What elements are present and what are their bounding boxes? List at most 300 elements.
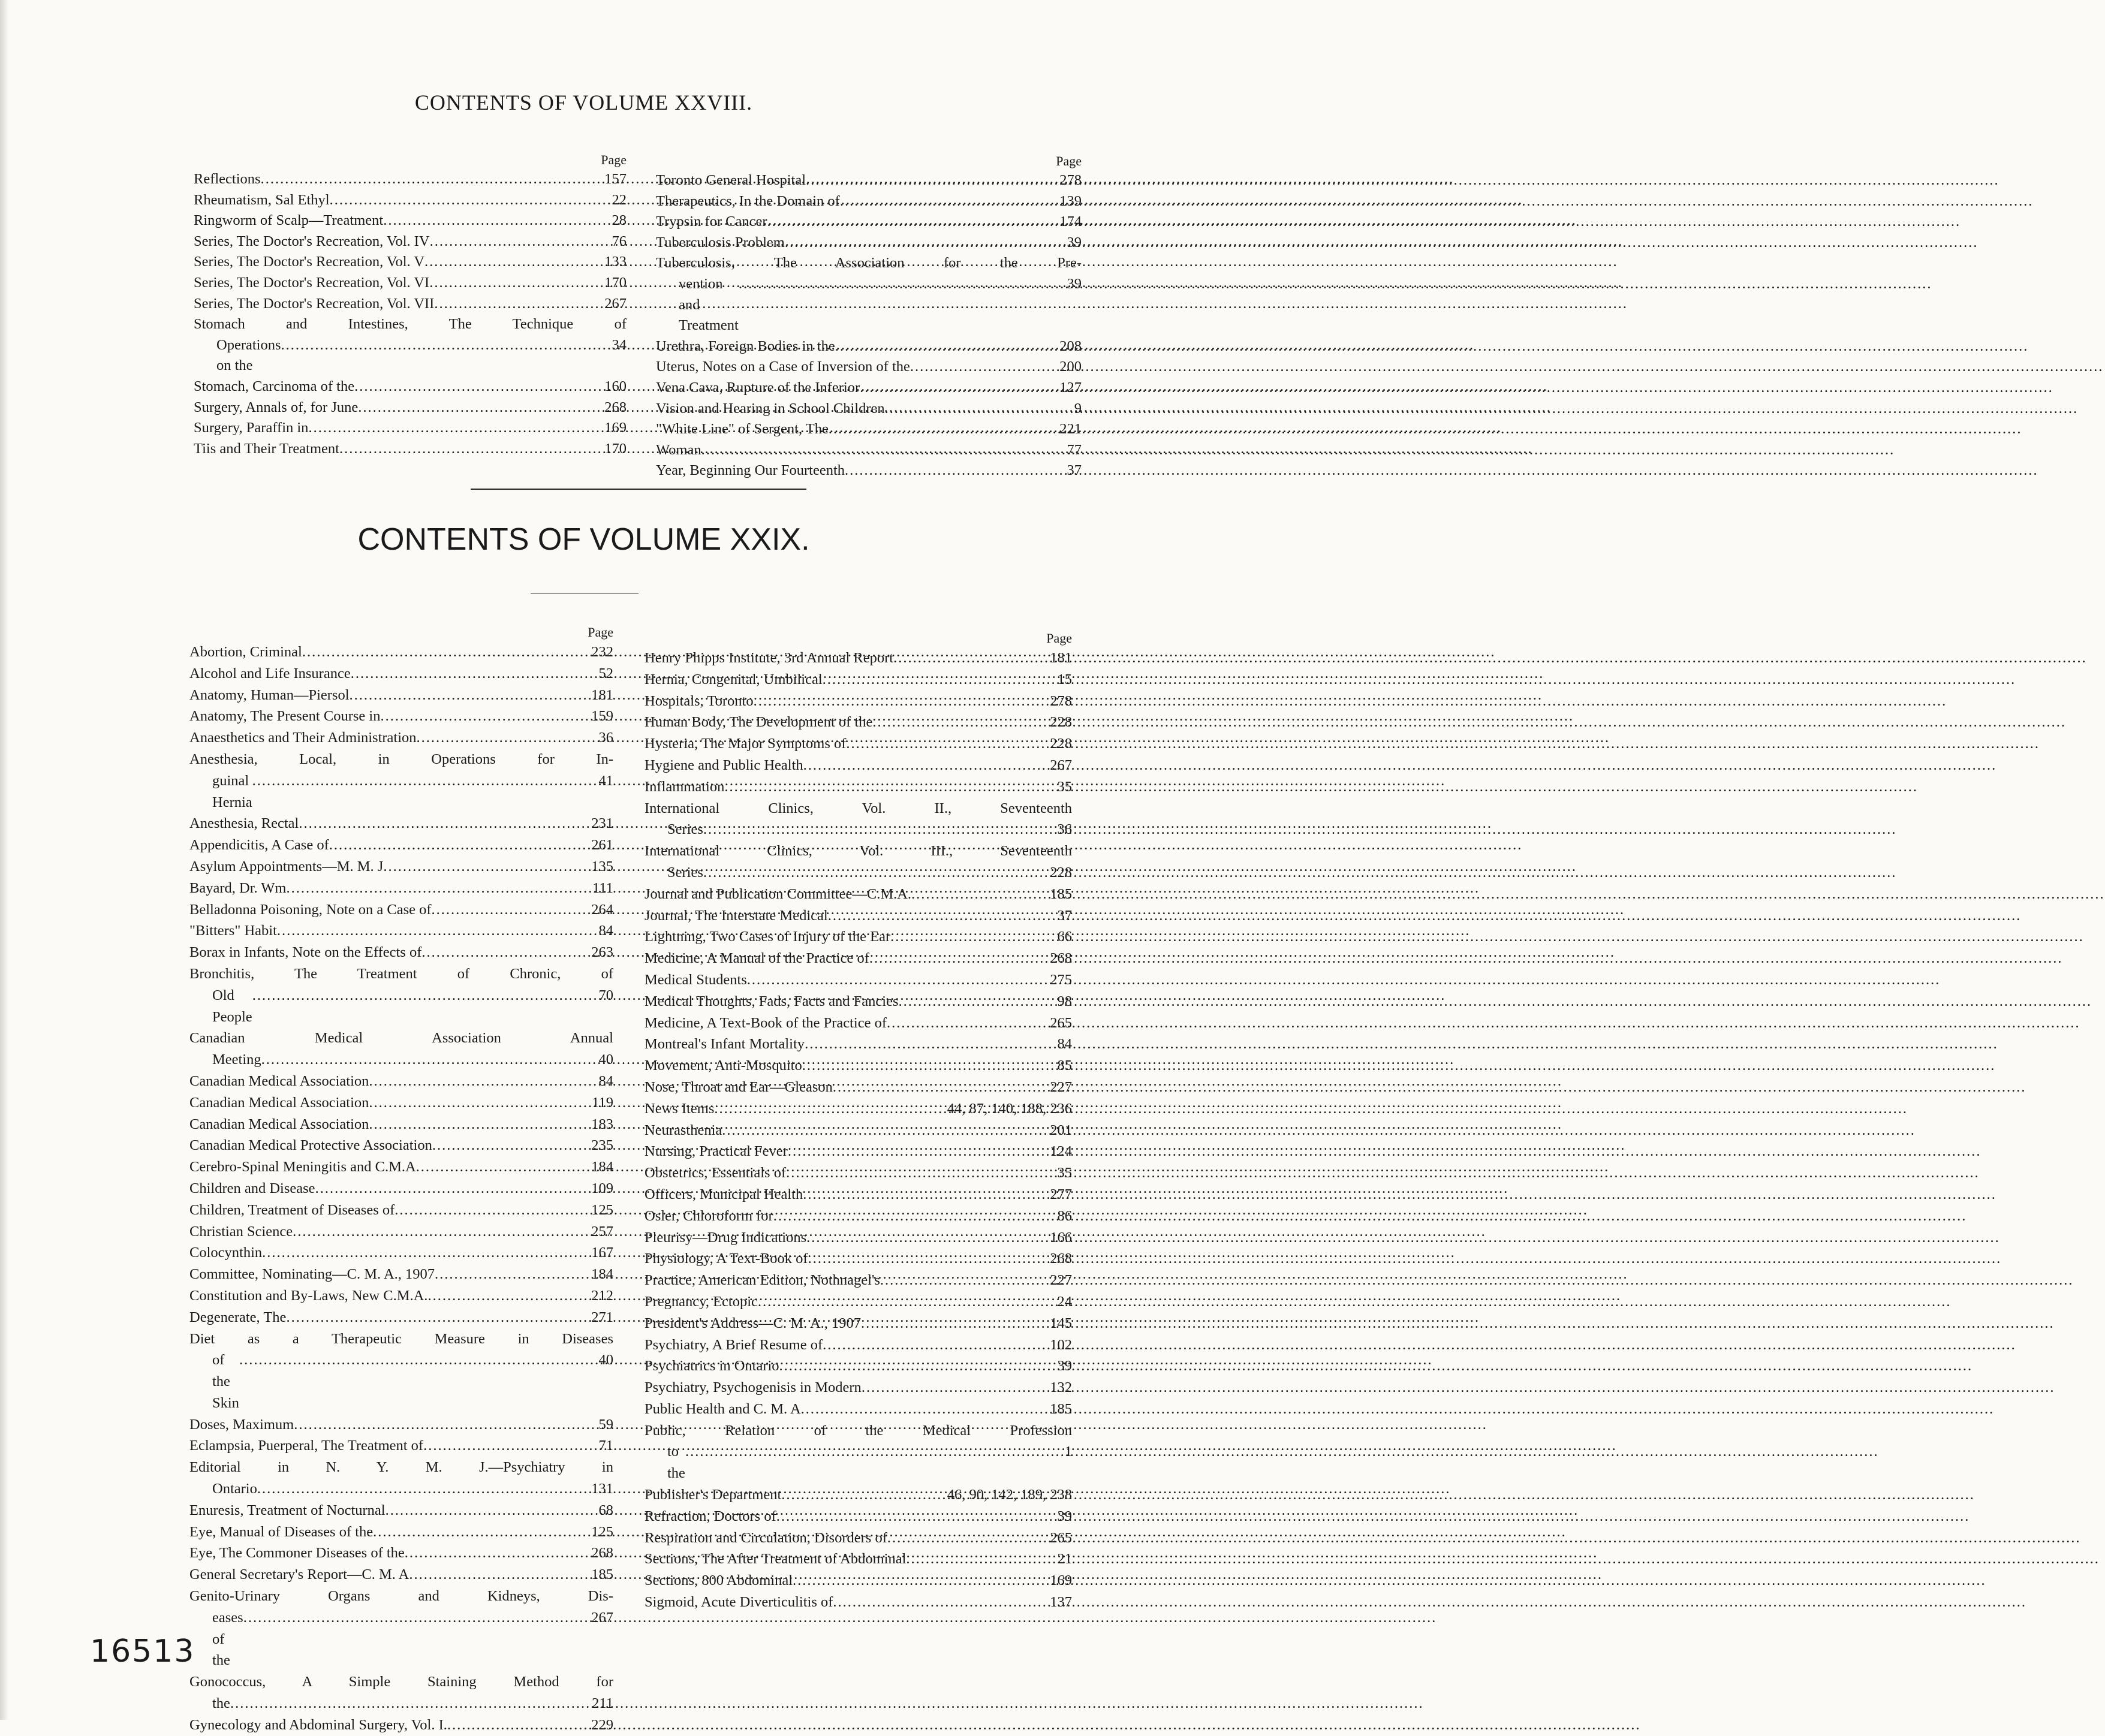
index-entry [189, 1285, 613, 1307]
entry-title: Nursing, Practical Fever [645, 1143, 788, 1160]
leader-dots [287, 878, 586, 899]
entry-title-continued: Meeting [212, 1051, 261, 1068]
leader-dots [308, 418, 599, 439]
entry-title: Uterus, Notes on a Case of Inversion of the [656, 358, 910, 375]
entry-page-number: 228 [1050, 864, 1072, 881]
entry-page-number: 157 [604, 171, 627, 187]
entry-page-number: 267 [604, 295, 627, 312]
entry-page-number: 183 [591, 1116, 613, 1132]
index-entry [645, 1120, 1072, 1141]
section-divider [471, 489, 806, 490]
entry-title: Canadian Medical Association [189, 1072, 369, 1089]
leader-dots [910, 357, 1054, 378]
entry-page-number: 277 [1050, 1186, 1072, 1202]
entry-title: Hernia, Congenital, Umbilical [645, 671, 823, 688]
index-entry [189, 706, 613, 727]
entry-page-number: 228 [1050, 736, 1072, 752]
index-entry [194, 439, 627, 460]
entry-page-number: 85 [1057, 1057, 1072, 1074]
index-entry [189, 663, 613, 685]
index-entry [189, 1156, 613, 1178]
entry-page-number: 40 [598, 1352, 613, 1369]
index-entry [189, 1092, 613, 1114]
leader-dots [262, 1242, 586, 1264]
handwritten-stamp-number: 16513 [90, 1633, 195, 1669]
entry-page-number: 227 [1050, 1272, 1072, 1289]
index-entry [656, 357, 1082, 378]
entry-title: Children, Treatment of Diseases of [189, 1201, 395, 1218]
entry-title: Hygiene and Public Health [645, 757, 803, 773]
leader-dots [803, 755, 1044, 776]
entry-page-number: 227 [1050, 1078, 1072, 1095]
leader-dots [823, 1334, 1044, 1356]
entry-title: Pleurisy—Drug Indications [645, 1229, 807, 1246]
entry-page-number: 263 [591, 944, 613, 961]
entry-page-number: 185 [1050, 885, 1072, 902]
entry-page-number: 135 [591, 858, 613, 875]
leader-dots [369, 1092, 586, 1114]
leader-dots [427, 1285, 586, 1307]
entry-title: Lightning, Two Cases of Injury of the Ear [645, 929, 891, 945]
entry-title: Bayard, Dr. Wm [189, 879, 287, 896]
leader-dots [252, 770, 586, 792]
entry-title: Journal and Publication Committee—C.M.A. [645, 885, 912, 902]
entry-title: Doses, Maximum [189, 1416, 294, 1433]
leader-dots [840, 191, 1054, 212]
index-entry [656, 212, 1082, 233]
entry-title: Asylum Appointments—M. M. J [189, 858, 384, 875]
entry-page-number: 278 [1059, 172, 1082, 188]
leader-dots [714, 1098, 943, 1120]
entry-title-continued: to the [667, 1443, 685, 1482]
leader-dots [430, 231, 599, 252]
entry-title: Gynecology and Abdominal Surgery, Vol. I. [189, 1716, 447, 1733]
entry-page-number: 265 [1050, 1014, 1072, 1031]
entry-page-number: 46, 90, 142, 189, 238 [947, 1487, 1072, 1503]
entry-title: Stomach, Carcinoma of the [194, 378, 355, 394]
leader-dots [239, 1349, 586, 1371]
leader-dots [887, 1527, 1044, 1549]
leader-dots [887, 1012, 1044, 1034]
leader-dots [293, 1221, 586, 1243]
index-entry [189, 878, 613, 899]
entry-title: General Secretary's Report—C. M. A [189, 1566, 409, 1583]
leader-dots [252, 985, 586, 1006]
entry-page-number: 34 [612, 336, 627, 353]
index-entry [645, 1141, 1072, 1162]
entry-page-number: 170 [604, 440, 627, 457]
index-entry [189, 1435, 613, 1457]
leader-dots [429, 273, 599, 294]
leader-dots [369, 1071, 586, 1092]
entry-title: Enuresis, Treatment of Nocturnal [189, 1502, 386, 1518]
index-entry [194, 397, 627, 418]
entry-title: Inflammation [645, 778, 725, 795]
entry-title: Movement, Anti-Mosquito [645, 1057, 802, 1074]
entry-title: Public, Relation of the Medical Profession [645, 1422, 1072, 1439]
entry-page-number: 84 [1057, 1036, 1072, 1053]
entry-page-number: 131 [591, 1481, 613, 1497]
entry-page-number: 145 [1050, 1315, 1072, 1331]
entry-title: Pregnancy, Ectopic [645, 1293, 758, 1310]
leader-dots [906, 1548, 1044, 1570]
index-entry [189, 899, 613, 921]
leader-dots [860, 378, 1054, 399]
entry-page-number: 37 [1067, 462, 1082, 479]
leader-dots [835, 336, 1054, 357]
index-entry [189, 1178, 613, 1199]
title-underline [531, 593, 639, 594]
leader-dots [793, 1570, 1044, 1592]
leader-dots [685, 1441, 1044, 1463]
entry-title: Human Body, The Development of the [645, 714, 873, 731]
page-column-header: Page [588, 625, 613, 640]
entry-title: Vena Cava, Rupture of the Inferior [656, 379, 860, 396]
entry-title: Surgery, Paraffin in [194, 420, 309, 436]
entry-title: Christian Science [189, 1223, 293, 1240]
leader-dots [299, 813, 586, 834]
entry-page-number: 184 [591, 1266, 613, 1283]
leader-dots [329, 834, 586, 856]
entry-title: Tuberculosis Problem [656, 234, 785, 251]
entry-page-number: 257 [591, 1223, 613, 1240]
index-entry [645, 712, 1072, 733]
leader-dots [424, 252, 599, 273]
index-entry [189, 1114, 613, 1135]
index-entry [645, 1205, 1072, 1227]
index-entry [645, 1506, 1072, 1527]
entry-page-number: 264 [591, 901, 613, 918]
entry-title-continued: Old People [212, 987, 252, 1025]
entry-page-number: 170 [604, 274, 627, 291]
leader-dots [395, 1199, 586, 1221]
leader-dots [833, 1077, 1044, 1098]
entry-page-number: 86 [1057, 1207, 1072, 1224]
entry-title: Degenerate, The [189, 1309, 287, 1325]
entry-title: President's Address—C. M. A., 1907 [645, 1315, 862, 1331]
index-entry [645, 948, 1072, 969]
leader-dots [880, 1270, 1044, 1291]
index-entry [645, 1162, 1072, 1184]
entry-title: Anesthesia, Rectal [189, 815, 299, 832]
leader-dots [703, 819, 1044, 840]
entry-title: Psychiatrics in Ontario [645, 1358, 779, 1375]
leader-dots [350, 685, 586, 706]
index-entry [189, 727, 613, 749]
index-entry [194, 169, 627, 190]
entry-title: Canadian Medical Association [189, 1094, 369, 1111]
leader-dots [423, 1435, 586, 1457]
entry-page-number: 9 [1074, 400, 1082, 417]
index-entry [645, 1227, 1072, 1249]
entry-page-number: 278 [1050, 692, 1072, 709]
entry-title: Respiration and Circulation, Disorders of [645, 1529, 887, 1546]
entry-page-number: 200 [1059, 358, 1082, 375]
entry-page-number: 35 [1057, 778, 1072, 795]
entry-page-number: 52 [598, 665, 613, 682]
leader-dots [302, 641, 586, 663]
entry-title: Obstetrics, Essentials of [645, 1165, 787, 1182]
leader-dots [339, 439, 599, 460]
entry-title: Canadian Medical Protective Association [189, 1137, 432, 1154]
index-entry [194, 252, 627, 273]
leader-dots [911, 884, 1044, 905]
leader-dots [829, 419, 1054, 440]
entry-title: Reflections [194, 171, 261, 187]
index-entry [645, 1248, 1072, 1270]
entry-title: Toronto General Hospital [656, 172, 806, 188]
leader-dots [890, 926, 1044, 948]
entry-page-number: 267 [1050, 757, 1072, 773]
entry-page-number: 133 [604, 254, 627, 270]
index-entry [189, 1242, 613, 1264]
index-entry [189, 749, 613, 813]
entry-page-number: 41 [598, 772, 613, 789]
entry-page-number: 84 [598, 1072, 613, 1089]
entry-title: Rheumatism, Sal Ethyl [194, 191, 330, 208]
leader-dots [409, 1564, 586, 1586]
entry-title: Alcohol and Life Insurance [189, 665, 351, 682]
entry-title: Hospitals, Toronto [645, 692, 754, 709]
entry-list [656, 170, 1082, 481]
entry-title: Nose, Throat and Ear—Gleason [645, 1078, 833, 1095]
entry-page-number: 77 [1067, 441, 1082, 458]
entry-page-number: 84 [598, 923, 613, 939]
volume-28-right-column [656, 152, 1082, 481]
entry-page-number: 59 [598, 1416, 613, 1433]
leader-dots [781, 1484, 943, 1506]
entry-page-number: 139 [1059, 192, 1082, 209]
entry-page-number: 181 [1050, 650, 1072, 666]
entry-title: Year, Beginning Our Fourteenth [656, 462, 845, 479]
index-entry [645, 669, 1072, 691]
entry-page-number: 15 [1057, 671, 1072, 688]
entry-page-number: 39 [1057, 1508, 1072, 1524]
index-entry [645, 1334, 1072, 1356]
entry-title: Series, The Doctor's Recreation, Vol. IV [194, 233, 430, 249]
entry-title: Urethra, Foreign Bodies in the [656, 337, 835, 354]
entry-title-continued: Series [667, 864, 703, 881]
index-entry [656, 378, 1082, 399]
entry-title: Medical Thoughts, Fads, Facts and Fancies [645, 993, 899, 1009]
entry-page-number: 98 [1057, 993, 1072, 1009]
leader-dots [846, 733, 1044, 755]
entry-title: Series, The Doctor's Recreation, Vol. VII [194, 295, 435, 312]
index-entry [645, 1377, 1072, 1399]
index-entry [189, 1500, 613, 1521]
entry-title: Anatomy, Human—Piersol [189, 686, 350, 703]
entry-page-number: 169 [1050, 1572, 1072, 1589]
leader-dots [801, 1399, 1044, 1420]
index-entry [645, 798, 1072, 841]
leader-dots [808, 1248, 1044, 1270]
leader-dots [785, 233, 1054, 254]
entry-title: Woman [656, 441, 701, 458]
entry-page-number: 28 [612, 212, 627, 229]
entry-title: Trypsin for Cancer [656, 213, 767, 230]
entry-title: Hysteria, The Major Symptoms of [645, 736, 847, 752]
index-entry [656, 440, 1082, 461]
leader-dots [779, 1355, 1044, 1377]
index-entry [189, 1199, 613, 1221]
leader-dots [701, 440, 1054, 461]
entry-page-number: 39 [1067, 234, 1082, 251]
entry-title: Medicine, A Manual of the Practice of [645, 950, 869, 967]
index-entry [645, 1570, 1072, 1592]
entry-title: Editorial in N. Y. M. J.—Psychiatry in [189, 1459, 613, 1476]
index-entry [645, 840, 1072, 884]
leader-dots [788, 1141, 1044, 1162]
entry-title: Ringworm of Scalp—Treatment [194, 212, 384, 229]
index-entry [189, 685, 613, 706]
index-entry [645, 884, 1072, 905]
entry-title: Anesthesia, Local, in Operations for In- [189, 751, 613, 767]
leader-dots [286, 1307, 586, 1328]
index-entry [645, 1484, 1072, 1506]
entry-title: Cerebro-Spinal Meningitis and C.M.A [189, 1159, 416, 1176]
index-entry [189, 1221, 613, 1243]
leader-dots [833, 1592, 1044, 1613]
page-column-header: Page [1056, 153, 1082, 168]
index-entry [656, 191, 1082, 212]
index-entry [656, 460, 1082, 481]
index-entry [645, 776, 1072, 798]
entry-page-number: 232 [591, 644, 613, 660]
entry-title: Montreal's Infant Mortality [645, 1036, 805, 1053]
entry-title: Refraction, Doctors of [645, 1508, 776, 1524]
entry-page-number: 235 [591, 1137, 613, 1154]
index-entry [645, 1291, 1072, 1313]
entry-page-number: 201 [1050, 1122, 1072, 1138]
entry-title: "White Line" of Sergent, The [656, 421, 829, 438]
index-entry [189, 1135, 613, 1156]
entry-title: Anaesthetics and Their Administration [189, 730, 417, 746]
leader-dots [845, 460, 1054, 481]
entry-title: International Clinics, Vol. II., Seventeenth [645, 800, 1072, 816]
entry-title: Abortion, Criminal [189, 644, 302, 660]
index-entry [656, 170, 1082, 191]
entry-title: Psychiatry, Psychogenisis in Modern [645, 1379, 862, 1396]
leader-dots [432, 899, 586, 921]
entry-title: Journal, The Interstate Medical [645, 907, 828, 924]
entry-page-number: 268 [1050, 1250, 1072, 1267]
entry-title: Tuberculosis, The Association for the Pre- [656, 255, 1082, 272]
entry-title-continued: Series [667, 821, 703, 838]
index-entry [189, 834, 613, 856]
leader-dots [806, 170, 1054, 191]
index-entry [645, 1399, 1072, 1420]
leader-dots [862, 1377, 1044, 1399]
entry-page-number: 167 [591, 1244, 613, 1261]
index-entry [189, 1414, 613, 1436]
entry-page-number: 109 [591, 1180, 613, 1196]
index-entry [194, 376, 627, 397]
entry-page-number: 71 [598, 1437, 613, 1454]
leader-dots [358, 397, 599, 418]
entry-page-number: 268 [1050, 950, 1072, 967]
leader-dots [294, 1414, 586, 1436]
entry-title: News Items [645, 1100, 715, 1117]
index-entry [189, 1586, 613, 1671]
entry-title-continued: vention and Treatment [679, 275, 739, 334]
entry-title: "Bitters" Habit [189, 923, 277, 939]
leader-dots [724, 776, 1044, 798]
leader-dots [432, 1135, 586, 1156]
index-entry [645, 1184, 1072, 1205]
index-entry [189, 1027, 613, 1071]
index-entry [189, 813, 613, 834]
entry-page-number: 76 [612, 233, 627, 249]
entry-title: Eclampsia, Puerperal, The Treatment of [189, 1437, 424, 1454]
index-entry [645, 1270, 1072, 1291]
leader-dots [773, 1205, 1044, 1227]
index-entry [194, 190, 627, 211]
index-entry [189, 1714, 613, 1736]
leader-dots [872, 712, 1044, 733]
index-entry [194, 210, 627, 231]
entry-title: Series, The Doctor's Recreation, Vol. V [194, 254, 425, 270]
entry-title: Neurasthenia [645, 1122, 722, 1138]
leader-dots [277, 920, 586, 942]
leader-dots [421, 942, 586, 963]
index-entry [194, 314, 627, 376]
index-entry [645, 1098, 1072, 1120]
leader-dots [758, 1291, 1044, 1313]
page-edge-shadow [0, 0, 8, 1720]
entry-title: Osler, Chloroform for [645, 1207, 773, 1224]
index-entry [194, 418, 627, 439]
index-entry [645, 1592, 1072, 1613]
index-entry [645, 1355, 1072, 1377]
entry-title-continued: Ontario [212, 1481, 257, 1497]
index-entry [645, 926, 1072, 948]
leader-dots [315, 1178, 586, 1199]
entry-page-number: 66 [1057, 929, 1072, 945]
volume-29-left-column [189, 623, 613, 1736]
index-entry [189, 1564, 613, 1586]
index-entry [645, 905, 1072, 927]
leader-dots [885, 399, 1054, 420]
entry-list [645, 647, 1072, 1613]
entry-page-number: 24 [1057, 1293, 1072, 1310]
entry-page-number: 229 [591, 1716, 613, 1733]
leader-dots [703, 862, 1044, 884]
index-entry [189, 1671, 613, 1714]
index-entry [189, 1542, 613, 1564]
entry-page-number: 70 [598, 987, 613, 1003]
entry-page-number: 35 [1057, 1165, 1072, 1182]
index-entry [645, 733, 1072, 755]
entry-page-number: 208 [1059, 337, 1082, 354]
leader-dots [869, 948, 1044, 969]
entry-title-continued: of the Skin [212, 1352, 239, 1411]
index-entry [645, 969, 1072, 991]
entry-title: Appendicitis, A Case of [189, 837, 329, 854]
entry-page-number: 271 [591, 1309, 613, 1325]
entry-page-number: 125 [591, 1201, 613, 1218]
leader-dots [434, 294, 599, 315]
entry-page-number: 221 [1059, 421, 1082, 438]
leader-dots [803, 1184, 1044, 1205]
index-entry [645, 991, 1072, 1012]
entry-page-number: 40 [598, 1051, 613, 1068]
leader-dots [330, 190, 599, 211]
volume-29-right-column [645, 629, 1072, 1613]
index-entry [189, 963, 613, 1027]
entry-page-number: 132 [1050, 1379, 1072, 1396]
leader-dots [806, 1227, 1044, 1249]
entry-page-number: 185 [591, 1566, 613, 1583]
